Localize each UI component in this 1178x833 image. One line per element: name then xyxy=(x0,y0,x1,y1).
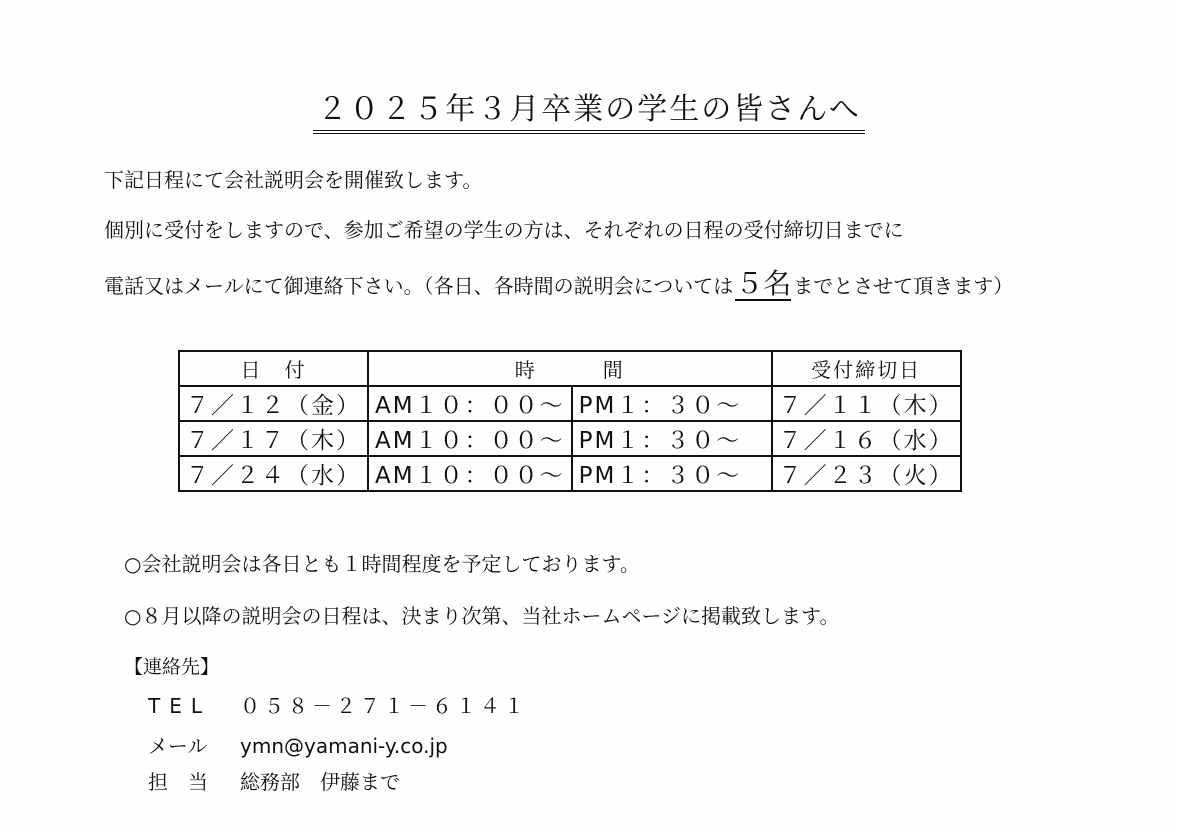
schedule-table xyxy=(178,350,962,492)
capacity-emphasis: ５名 xyxy=(735,267,792,300)
tel-value: ０５８－２７１－６１４１ xyxy=(240,694,528,718)
contact-person xyxy=(148,766,400,795)
cell-deadline: ７／２３（火） xyxy=(772,456,961,491)
table-row xyxy=(179,421,961,456)
cell-am: AM１０：００～ xyxy=(368,386,572,421)
person-label: 担 当 xyxy=(148,770,208,794)
intro-line-3-after: までとさせて頂きます） xyxy=(793,274,1014,298)
contact-tel xyxy=(148,690,528,719)
person-value: 総務部 伊藤まで xyxy=(240,770,400,794)
cell-pm: PM１：３０～ xyxy=(572,456,772,491)
tel-label: TEL xyxy=(148,694,211,718)
intro-line-1: 下記日程にて会社説明会を開催致します。 xyxy=(104,168,483,192)
cell-am: AM１０：００～ xyxy=(368,421,572,456)
cell-pm: PM１：３０～ xyxy=(572,386,772,421)
note-future-schedule: ○８月以降の説明会の日程は、決まり次第、当社ホームページに掲載致します。 xyxy=(124,604,840,628)
cell-deadline: ７／１６（水） xyxy=(772,421,961,456)
cell-date: ７／１７（木） xyxy=(179,421,368,456)
cell-date: ７／１２（金） xyxy=(179,386,368,421)
table-row xyxy=(179,386,961,421)
cell-date: ７／２４（水） xyxy=(179,456,368,491)
intro-line-3 xyxy=(104,267,1014,301)
header-date: 日 付 xyxy=(179,351,368,386)
contact-heading: 【連絡先】 xyxy=(124,656,220,678)
mail-label: メール xyxy=(148,734,208,758)
intro-line-2: 個別に受付をしますので、参加ご希望の学生の方は、それぞれの日程の受付締切日までに xyxy=(104,218,904,242)
header-deadline: 受付締切日 xyxy=(772,351,961,386)
cell-am: AM１０：００～ xyxy=(368,456,572,491)
page-title xyxy=(0,84,1178,134)
page-title-text: ２０２５年３月卒業の学生の皆さんへ xyxy=(313,84,864,134)
table-header-row xyxy=(179,351,961,386)
intro-line-3-before: 電話又はメールにて御連絡下さい。（各日、各時間の説明会については xyxy=(104,274,734,298)
header-time: 時 間 xyxy=(368,351,772,386)
table-row xyxy=(179,456,961,491)
contact-mail xyxy=(148,730,448,759)
note-duration: ○会社説明会は各日とも１時間程度を予定しております。 xyxy=(124,552,640,576)
mail-value: ymn@yamani-y.co.jp xyxy=(240,734,448,758)
cell-pm: PM１：３０～ xyxy=(572,421,772,456)
cell-deadline: ７／１１（木） xyxy=(772,386,961,421)
